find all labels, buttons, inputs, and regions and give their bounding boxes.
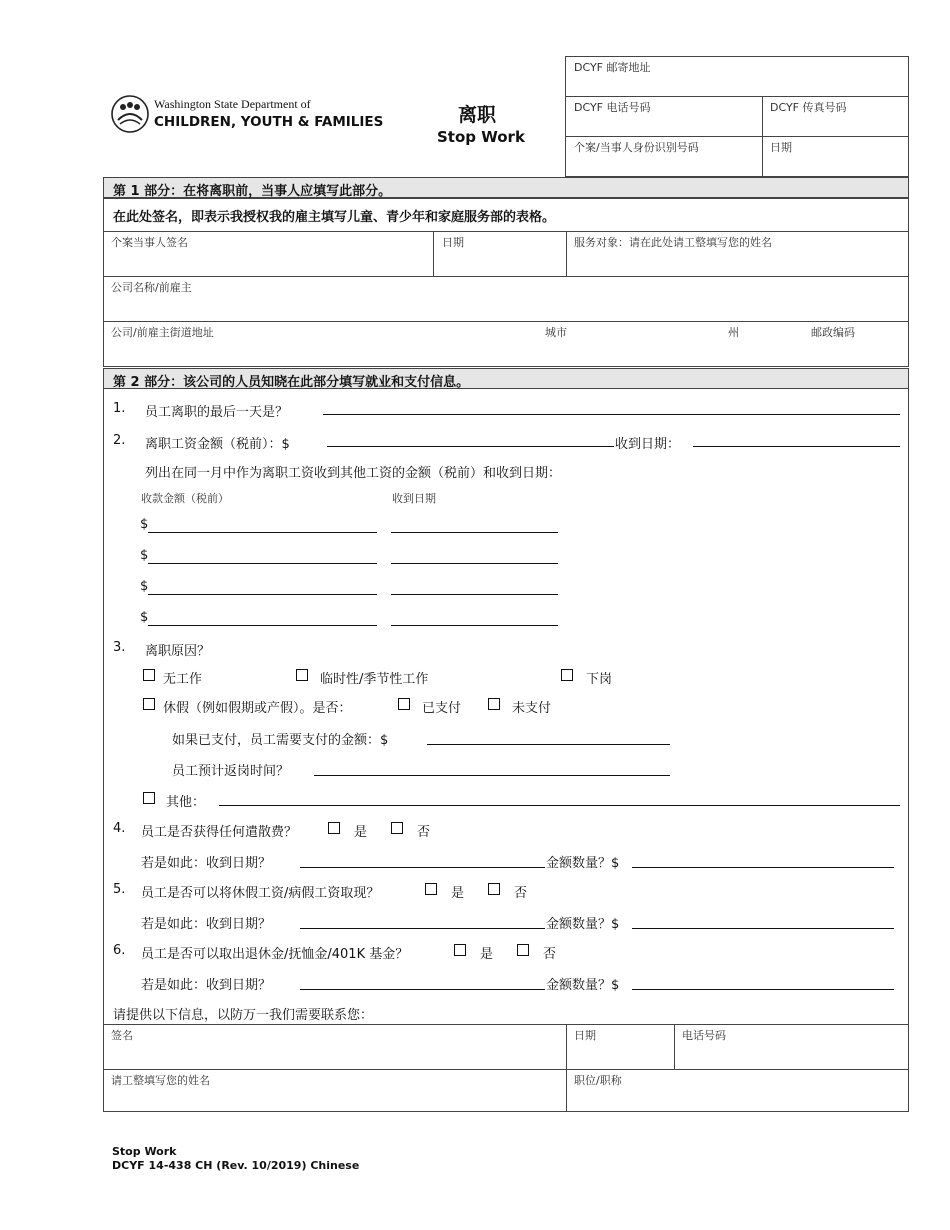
col-date-header: 收到日期 [392, 492, 436, 505]
other-reason-input[interactable] [219, 805, 900, 806]
client-signature-field[interactable]: 个案当事人签名 [111, 236, 188, 249]
q4-amount-input[interactable] [632, 867, 894, 868]
q6-yes-label: 是 [480, 947, 494, 962]
q5-yes-checkbox[interactable] [425, 883, 437, 895]
q3-number: 3. [113, 640, 126, 655]
dollar-sign: $ [140, 548, 149, 563]
state-field[interactable]: 州 [728, 326, 739, 339]
dcyf-logo [110, 94, 384, 136]
q5-no-checkbox[interactable] [488, 883, 500, 895]
header-date-field[interactable]: 日期 [770, 141, 792, 154]
contact-position-field[interactable]: 职位/职称 [574, 1074, 622, 1087]
layoff-checkbox[interactable] [561, 669, 573, 681]
title-cn: 离职 [458, 104, 497, 126]
footer-form-number: DCYF 14-438 CH (Rev. 10/2019) Chinese [112, 1159, 360, 1172]
other-amount-input[interactable] [148, 594, 377, 595]
q4-label: 员工是否获得任何遣散费？ [141, 825, 298, 840]
other-amount-input[interactable] [148, 532, 377, 533]
other-amount-input[interactable] [148, 563, 377, 564]
q6-label: 员工是否可以取出退休金/抚恤金/401K 基金？ [141, 947, 409, 962]
return-time-label: 员工预计返岗时间？ [172, 764, 290, 779]
q4-number: 4. [113, 821, 126, 836]
other-date-input[interactable] [391, 563, 558, 564]
contact-phone-field[interactable]: 电话号码 [682, 1029, 726, 1042]
q5-amount-input[interactable] [632, 928, 894, 929]
col-amount-header: 收款金额（税前） [141, 492, 229, 505]
q6-amount-label: 金额数量？$ [546, 978, 620, 993]
q6-yes-checkbox[interactable] [454, 944, 466, 956]
q6-number: 6. [113, 943, 126, 958]
return-time-input[interactable] [314, 775, 670, 776]
q5-label: 员工是否可以将休假工资/病假工资取现？ [141, 886, 380, 901]
city-field[interactable]: 城市 [545, 326, 567, 339]
q4-no-label: 否 [417, 825, 431, 840]
q5-yes-label: 是 [451, 886, 465, 901]
other-date-input[interactable] [391, 594, 558, 595]
street-address-field[interactable]: 公司/前雇主街道地址 [111, 326, 214, 339]
if-paid-label: 如果已支付，员工需要支付的金额：$ [172, 733, 389, 748]
part1-header [103, 177, 909, 198]
leave-checkbox[interactable] [143, 698, 155, 710]
other-label: 其他： [166, 795, 206, 810]
other-date-input[interactable] [391, 625, 558, 626]
contact-name-field[interactable]: 请工整填写您的姓名 [111, 1074, 210, 1087]
org-line1: Washington State Department of [154, 97, 311, 111]
company-name-field[interactable]: 公司名称/前雇主 [111, 281, 192, 294]
no-work-label: 无工作 [163, 672, 203, 687]
dollar-sign: $ [140, 579, 149, 594]
other-amount-input[interactable] [148, 625, 377, 626]
other-date-input[interactable] [391, 532, 558, 533]
q6-no-checkbox[interactable] [517, 944, 529, 956]
zip-field[interactable]: 邮政编码 [811, 326, 855, 339]
q6-if-so-label: 若是如此：收到日期？ [141, 978, 272, 993]
part2-header [103, 368, 909, 389]
served-name-field[interactable]: 服务对象：请在此处请工整填写您的姓名 [574, 236, 772, 249]
paid-label: 已支付 [422, 701, 462, 716]
part2-title: 第 2 部分：该公司的人员知晓在此部分填写就业和支付信息。 [113, 375, 470, 390]
q5-amount-label: 金额数量？$ [546, 917, 620, 932]
contact-signature-field[interactable]: 签名 [111, 1029, 133, 1042]
mailing-address-field[interactable]: DCYF 邮寄地址 [574, 61, 651, 74]
list-intro: 列出在同一月中作为离职工资收到其他工资的金额（税前）和收到日期： [145, 466, 562, 481]
title-en: Stop Work [437, 128, 525, 146]
dollar-sign: $ [140, 517, 149, 532]
last-day-input[interactable] [323, 414, 900, 415]
final-pay-date-input[interactable] [693, 446, 900, 447]
temp-work-checkbox[interactable] [296, 669, 308, 681]
contact-date-field[interactable]: 日期 [574, 1029, 596, 1042]
q5-number: 5. [113, 882, 126, 897]
unpaid-checkbox[interactable] [488, 698, 500, 710]
q1-number: 1. [113, 401, 126, 416]
q1-label: 员工离职的最后一天是？ [145, 405, 289, 420]
paid-amount-input[interactable] [427, 744, 670, 745]
q2-received-label: 收到日期： [615, 437, 681, 452]
phone-field[interactable]: DCYF 电话号码 [574, 101, 651, 114]
q4-if-so-label: 若是如此：收到日期？ [141, 856, 272, 871]
dollar-sign: $ [140, 610, 149, 625]
no-work-checkbox[interactable] [143, 669, 155, 681]
temp-work-label: 临时性/季节性工作 [320, 672, 429, 687]
family-logo-icon [110, 94, 150, 134]
q4-yes-checkbox[interactable] [328, 822, 340, 834]
q5-if-so-label: 若是如此：收到日期？ [141, 917, 272, 932]
part1-date-field[interactable]: 日期 [442, 236, 464, 249]
q5-date-input[interactable] [300, 928, 545, 929]
part1-title: 第 1 部分：在将离职前，当事人应填写此部分。 [113, 184, 392, 199]
case-id-field[interactable]: 个案/当事人身份识别号码 [574, 141, 699, 154]
q6-amount-input[interactable] [632, 989, 894, 990]
q5-no-label: 否 [514, 886, 528, 901]
fax-field[interactable]: DCYF 传真号码 [770, 101, 847, 114]
q4-yes-label: 是 [354, 825, 368, 840]
footer-title: Stop Work [112, 1145, 177, 1158]
part1-auth: 在此处签名，即表示我授权我的雇主填写儿童、青少年和家庭服务部的表格。 [113, 210, 556, 225]
org-line2: CHILDREN, YOUTH & FAMILIES [154, 114, 384, 130]
paid-checkbox[interactable] [398, 698, 410, 710]
q4-date-input[interactable] [300, 867, 545, 868]
other-checkbox[interactable] [143, 792, 155, 804]
q3-label: 离职原因？ [145, 644, 211, 659]
q4-amount-label: 金额数量？$ [546, 856, 620, 871]
final-pay-amount-input[interactable] [327, 446, 614, 447]
layoff-label: 下岗 [586, 672, 613, 687]
q2-number: 2. [113, 433, 126, 448]
q2-label: 离职工资金额（税前）：$ [145, 437, 290, 452]
leave-label: 休假（例如假期或产假）。是否： [163, 701, 352, 716]
unpaid-label: 未支付 [512, 701, 552, 716]
q6-date-input[interactable] [300, 989, 545, 990]
contact-intro: 请提供以下信息，以防万一我们需要联系您： [113, 1008, 374, 1023]
q4-no-checkbox[interactable] [391, 822, 403, 834]
q6-no-label: 否 [543, 947, 557, 962]
